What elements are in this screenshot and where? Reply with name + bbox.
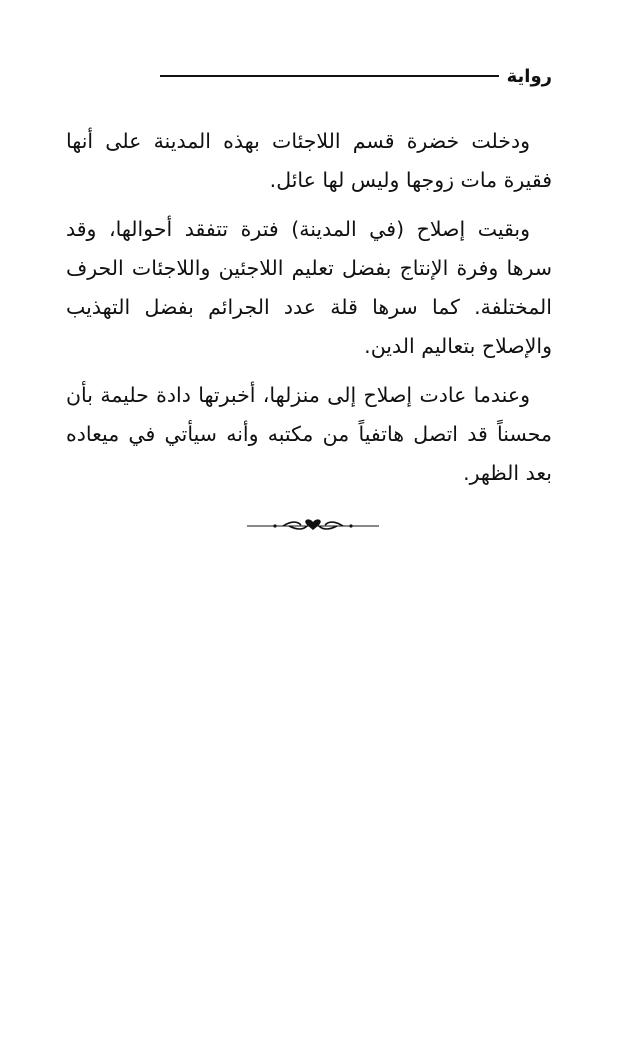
running-header-title: رواية — [506, 65, 552, 87]
section-divider-ornament-icon — [245, 512, 381, 538]
body-text — [66, 122, 552, 503]
paragraph-3: وعندما عادت إصلاح إلى منزلها، أخبرتها دادة حليمة بأن محسناً قد اتصل هاتفياً من مكتبه وأنه سيأتي في ميعاده بعد الظهر. — [66, 383, 552, 485]
paragraph-2: وبقيت إصلاح (في المدينة) فترة تتفقد أحوالها، وقد سرها وفرة الإنتاج بفضل تعليم اللاجئين واللاجئات الحرف المختلفة. كما سرها قلة عدد الجرائم بفضل التهذيب والإصلاح بتعاليم الدين. — [66, 217, 552, 358]
paragraph-1: ودخلت خضرة قسم اللاجئات بهذه المدينة على أنها فقيرة مات زوجها وليس لها عائل. — [66, 129, 552, 192]
running-header — [160, 62, 552, 90]
header-rule — [160, 75, 499, 77]
